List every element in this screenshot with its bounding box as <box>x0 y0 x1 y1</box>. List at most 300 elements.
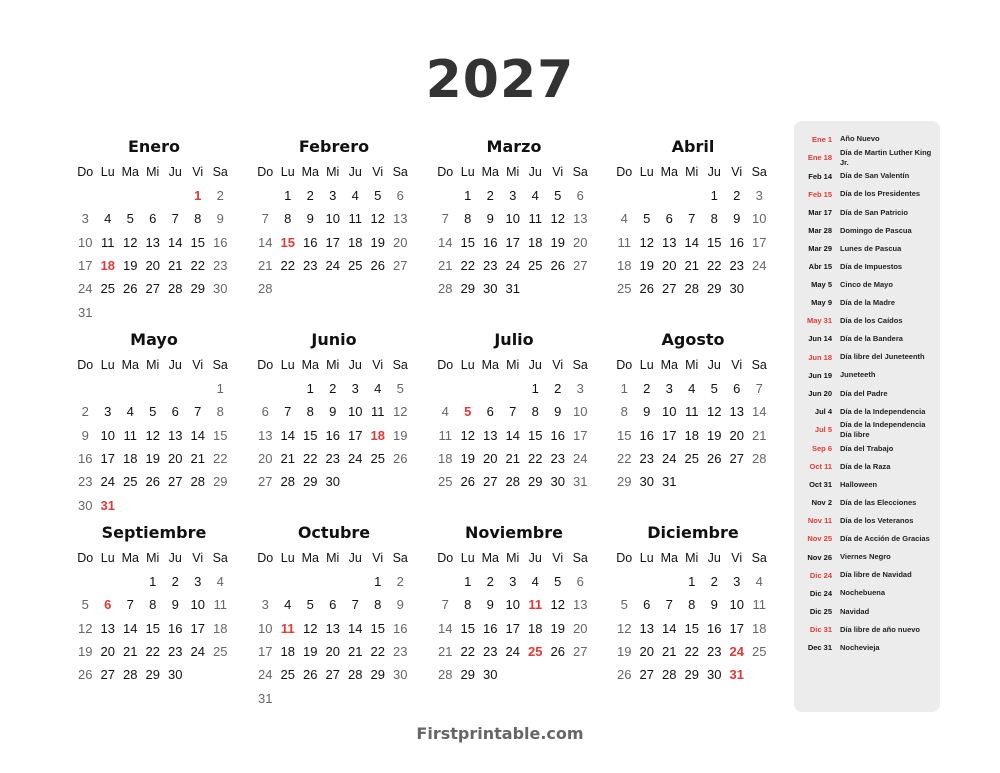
day-cell: 24 <box>505 258 520 274</box>
day-cell: 19 <box>617 644 632 660</box>
day-cell: 20 <box>729 427 744 443</box>
day-cell: 22 <box>370 644 385 660</box>
holiday-date: Nov 25 <box>807 534 832 544</box>
month-noviembre <box>434 522 594 686</box>
day-cell: 8 <box>531 404 539 420</box>
weekday-header <box>613 353 773 377</box>
day-cell: 10 <box>190 597 205 613</box>
week-row <box>254 447 414 470</box>
day-cell: 17 <box>662 427 677 443</box>
month-name: Septiembre <box>101 523 207 542</box>
weekday-label: Vi <box>731 551 743 565</box>
day-cell: 9 <box>171 597 179 613</box>
weekday-label: Ma <box>121 358 139 372</box>
day-cell: 3 <box>509 188 517 204</box>
day-cell: 20 <box>393 234 408 250</box>
day-cell: 19 <box>145 451 160 467</box>
holiday-item <box>794 566 940 584</box>
day-cell: 24 <box>505 644 520 660</box>
day-cell: 8 <box>284 211 292 227</box>
day-cell: 27 <box>573 644 588 660</box>
holiday-item <box>794 402 940 420</box>
day-cell: 22 <box>707 258 722 274</box>
holiday-date: Dic 31 <box>809 624 832 634</box>
day-cell: 25 <box>348 258 363 274</box>
weekday-label: Lu <box>639 358 654 372</box>
weekday-header <box>254 353 414 377</box>
day-cell: 29 <box>617 474 632 490</box>
holiday-date: Oct 11 <box>809 462 832 472</box>
weekday-label: Do <box>437 358 454 372</box>
day-cell: 15 <box>460 234 475 250</box>
day-cell: 12 <box>145 427 160 443</box>
day-cell: 8 <box>464 597 472 613</box>
week-row <box>613 207 773 230</box>
holiday-item <box>794 439 940 457</box>
day-cell: 5 <box>643 211 651 227</box>
day-cell: 9 <box>216 211 224 227</box>
day-cell: 15 <box>617 427 632 443</box>
day-cell: 27 <box>393 258 408 274</box>
day-cell: 12 <box>639 234 654 250</box>
holiday-item <box>794 203 940 221</box>
day-cell: 14 <box>438 620 453 636</box>
holiday-item <box>794 276 940 294</box>
day-cell: 5 <box>554 574 562 590</box>
day-cell: 3 <box>665 381 673 397</box>
weekday-label: Ma <box>481 165 499 179</box>
day-cell: 13 <box>662 234 677 250</box>
day-cell: 7 <box>284 404 292 420</box>
day-cell: 23 <box>303 258 318 274</box>
week-row <box>434 400 594 423</box>
day-cell: 17 <box>325 234 340 250</box>
day-cell: 4 <box>351 188 359 204</box>
day-cell: 25 <box>528 644 543 660</box>
holiday-date: Dic 24 <box>809 588 832 598</box>
day-cell: 14 <box>258 234 273 250</box>
day-cell: 29 <box>460 281 475 297</box>
holiday-name: Lunes de Pascua <box>840 243 902 253</box>
day-cell: 17 <box>729 620 744 636</box>
day-cell: 3 <box>261 597 269 613</box>
day-cell: 26 <box>123 281 138 297</box>
weekday-header <box>613 160 773 184</box>
week-row <box>434 231 594 254</box>
week-row <box>254 617 414 640</box>
day-cell: 24 <box>190 644 205 660</box>
weekday-label: Sa <box>212 551 228 565</box>
weekday-label: Do <box>77 551 94 565</box>
day-cell: 18 <box>100 258 115 274</box>
day-cell: 12 <box>550 597 565 613</box>
day-cell: 22 <box>303 451 318 467</box>
day-cell: 24 <box>325 258 340 274</box>
day-cell: 13 <box>258 427 273 443</box>
holiday-name: Día de los Presidentes <box>840 189 921 199</box>
weekday-label: Do <box>257 165 274 179</box>
day-cell: 25 <box>684 451 699 467</box>
holiday-item <box>794 258 940 276</box>
day-cell: 4 <box>441 404 449 420</box>
day-cell: 20 <box>662 258 677 274</box>
holiday-item <box>794 384 940 402</box>
holiday-name: Día de la Bandera <box>840 334 903 344</box>
day-cell: 6 <box>104 597 112 613</box>
week-row <box>254 254 414 277</box>
week-row <box>74 300 234 323</box>
week-row <box>74 617 234 640</box>
week-row <box>74 400 234 423</box>
day-cell: 11 <box>371 404 385 420</box>
day-cell: 13 <box>145 234 160 250</box>
week-row <box>254 470 414 493</box>
day-cell: 27 <box>662 281 677 297</box>
day-cell: 28 <box>348 667 363 683</box>
day-cell: 23 <box>707 644 722 660</box>
day-cell: 6 <box>576 188 584 204</box>
weekday-label: Ma <box>660 358 678 372</box>
day-cell: 17 <box>505 234 520 250</box>
day-cell: 28 <box>662 667 677 683</box>
weekday-label: Sa <box>392 358 408 372</box>
day-cell: 15 <box>684 620 699 636</box>
day-cell: 13 <box>168 427 183 443</box>
holiday-item <box>794 294 940 312</box>
week-row <box>74 277 234 300</box>
holiday-item <box>794 221 940 239</box>
weekday-label: Sa <box>212 358 228 372</box>
holiday-name: Día de la Independencia Día libre <box>840 420 926 439</box>
weekday-label: Sa <box>751 358 767 372</box>
day-cell: 2 <box>81 404 89 420</box>
weekday-header <box>613 546 773 570</box>
day-cell: 18 <box>438 451 453 467</box>
day-cell: 22 <box>145 644 160 660</box>
day-cell: 9 <box>643 404 651 420</box>
week-row <box>613 617 773 640</box>
month-octubre <box>254 522 414 710</box>
day-cell: 18 <box>528 620 543 636</box>
day-cell: 18 <box>280 644 295 660</box>
day-cell: 29 <box>684 667 699 683</box>
day-cell: 31 <box>100 497 115 513</box>
day-cell: 22 <box>684 644 699 660</box>
month-name: Febrero <box>298 137 370 156</box>
weekday-label: Ma <box>121 165 139 179</box>
day-cell: 29 <box>303 474 318 490</box>
day-cell: 2 <box>486 188 494 204</box>
day-cell: 2 <box>710 574 718 590</box>
day-cell: 11 <box>101 234 115 250</box>
weekday-label: Vi <box>192 358 204 372</box>
day-cell: 5 <box>464 404 472 420</box>
day-cell: 23 <box>483 644 498 660</box>
weekday-label: Ju <box>707 358 721 372</box>
holiday-name: Día libre de año nuevo <box>840 624 921 634</box>
day-cell: 10 <box>505 211 520 227</box>
day-cell: 20 <box>168 451 183 467</box>
day-cell: 28 <box>190 474 205 490</box>
day-cell: 15 <box>528 427 543 443</box>
weekday-label: Ma <box>121 551 139 565</box>
holiday-date: Dic 24 <box>809 570 832 580</box>
day-cell: 6 <box>329 597 337 613</box>
week-row <box>434 617 594 640</box>
day-cell: 17 <box>348 427 363 443</box>
weekday-label: Do <box>437 551 454 565</box>
day-cell: 31 <box>662 474 677 490</box>
day-cell: 1 <box>216 381 224 397</box>
holiday-name: Día de las Elecciones <box>840 497 917 507</box>
week-row <box>74 207 234 230</box>
weekday-label: Vi <box>192 551 204 565</box>
day-cell: 12 <box>78 620 93 636</box>
holiday-date: May 9 <box>811 298 832 308</box>
day-cell: 9 <box>733 211 741 227</box>
day-cell: 12 <box>303 620 318 636</box>
day-cell: 4 <box>104 211 112 227</box>
week-row <box>434 447 594 470</box>
day-cell: 19 <box>639 258 654 274</box>
day-cell: 7 <box>441 597 449 613</box>
day-cell: 24 <box>258 667 273 683</box>
weekday-label: Vi <box>552 165 564 179</box>
day-cell: 19 <box>370 234 385 250</box>
holiday-item <box>794 530 940 548</box>
month-mayo <box>74 329 234 517</box>
weekday-header <box>254 160 414 184</box>
weekday-label: Sa <box>572 165 588 179</box>
day-cell: 29 <box>213 474 228 490</box>
holiday-date: Oct 31 <box>809 480 832 490</box>
day-cell: 31 <box>573 474 588 490</box>
week-row <box>434 254 594 277</box>
day-cell: 9 <box>710 597 718 613</box>
day-cell: 4 <box>620 211 628 227</box>
day-cell: 22 <box>280 258 295 274</box>
day-cell: 7 <box>171 211 179 227</box>
holiday-date: Mar 29 <box>808 244 832 254</box>
day-cell: 13 <box>639 620 654 636</box>
weekday-label: Ju <box>348 358 362 372</box>
day-cell: 22 <box>460 644 475 660</box>
week-row <box>254 640 414 663</box>
day-cell: 10 <box>573 404 588 420</box>
day-cell: 29 <box>145 667 160 683</box>
year-title: 2027 <box>425 50 575 110</box>
day-cell: 23 <box>729 258 744 274</box>
weekday-label: Sa <box>392 165 408 179</box>
weekday-label: Mi <box>685 165 699 179</box>
day-cell: 31 <box>729 667 744 683</box>
day-cell: 25 <box>438 474 453 490</box>
day-cell: 5 <box>396 381 404 397</box>
weekday-label: Vi <box>552 358 564 372</box>
day-cell: 15 <box>280 234 295 250</box>
day-cell: 17 <box>505 620 520 636</box>
day-cell: 5 <box>620 597 628 613</box>
day-cell: 4 <box>374 381 382 397</box>
day-cell: 1 <box>374 574 382 590</box>
day-cell: 27 <box>145 281 160 297</box>
day-cell: 30 <box>639 474 654 490</box>
weekday-label: Vi <box>372 165 384 179</box>
day-cell: 11 <box>617 234 631 250</box>
weekday-label: Ju <box>348 551 362 565</box>
weekday-label: Ju <box>707 165 721 179</box>
week-row <box>254 231 414 254</box>
day-cell: 11 <box>280 620 295 636</box>
day-cell: 24 <box>729 644 744 660</box>
holiday-date: Nov 2 <box>811 498 832 508</box>
day-cell: 16 <box>639 427 654 443</box>
holiday-item <box>794 185 940 203</box>
weekday-label: Ju <box>348 165 362 179</box>
holiday-date: Mar 28 <box>808 225 832 235</box>
holiday-name: Día de la Madre <box>840 298 896 308</box>
holiday-date: May 5 <box>811 280 832 290</box>
day-cell: 7 <box>441 211 449 227</box>
day-cell: 7 <box>194 404 202 420</box>
holiday-date: Dic 25 <box>809 606 832 616</box>
weekday-label: Do <box>77 358 94 372</box>
month-name: Enero <box>127 137 181 156</box>
weekday-label: Vi <box>552 551 564 565</box>
day-cell: 29 <box>460 667 475 683</box>
day-cell: 7 <box>261 211 269 227</box>
week-row <box>434 377 594 400</box>
day-cell: 1 <box>464 188 472 204</box>
weekday-label: Sa <box>751 551 767 565</box>
holiday-date: Nov 11 <box>807 516 832 526</box>
day-cell: 28 <box>123 667 138 683</box>
week-row <box>613 184 773 207</box>
holiday-date: Ene 18 <box>807 153 832 163</box>
weekday-label: Sa <box>572 551 588 565</box>
day-cell: 10 <box>78 234 93 250</box>
holiday-name: Domingo de Pascua <box>840 225 912 235</box>
day-cell: 7 <box>509 404 517 420</box>
day-cell: 18 <box>752 620 767 636</box>
day-cell: 11 <box>348 211 362 227</box>
day-cell: 16 <box>550 427 565 443</box>
day-cell: 22 <box>190 258 205 274</box>
day-cell: 17 <box>752 234 767 250</box>
day-cell: 21 <box>505 451 520 467</box>
holiday-date: Jun 20 <box>808 388 832 398</box>
day-cell: 11 <box>685 404 699 420</box>
week-row <box>74 593 234 616</box>
day-cell: 16 <box>707 620 722 636</box>
weekday-label: Mi <box>326 165 340 179</box>
day-cell: 18 <box>348 234 363 250</box>
weekday-label: Ju <box>168 358 182 372</box>
week-row <box>254 207 414 230</box>
day-cell: 16 <box>483 234 498 250</box>
weekday-label: Vi <box>372 551 384 565</box>
day-cell: 2 <box>329 381 337 397</box>
day-cell: 27 <box>258 474 273 490</box>
weekday-label: Do <box>77 165 94 179</box>
day-cell: 29 <box>190 281 205 297</box>
day-cell: 12 <box>123 234 138 250</box>
day-cell: 13 <box>729 404 744 420</box>
day-cell: 25 <box>123 474 138 490</box>
day-cell: 3 <box>81 211 89 227</box>
day-cell: 3 <box>576 381 584 397</box>
holiday-name: Día de Acción de Gracias <box>840 534 930 544</box>
holiday-name: Navidad <box>840 606 870 616</box>
day-cell: 21 <box>438 644 453 660</box>
week-row <box>434 470 594 493</box>
day-cell: 25 <box>213 644 228 660</box>
day-cell: 23 <box>550 451 565 467</box>
holiday-date: Jun 19 <box>808 370 832 380</box>
day-cell: 15 <box>460 620 475 636</box>
weekday-label: Do <box>437 165 454 179</box>
day-cell: 1 <box>284 188 292 204</box>
day-cell: 16 <box>213 234 228 250</box>
month-name: Diciembre <box>647 523 739 542</box>
day-cell: 15 <box>213 427 228 443</box>
day-cell: 1 <box>194 188 202 204</box>
holiday-item <box>794 512 940 530</box>
day-cell: 26 <box>303 667 318 683</box>
holiday-date: Nov 26 <box>807 552 832 562</box>
month-name: Junio <box>311 330 357 349</box>
day-cell: 3 <box>733 574 741 590</box>
day-cell: 21 <box>684 258 699 274</box>
day-cell: 18 <box>213 620 228 636</box>
month-septiembre <box>74 522 234 686</box>
holiday-item <box>794 130 940 148</box>
day-cell: 9 <box>306 211 314 227</box>
holiday-item <box>794 330 940 348</box>
day-cell: 27 <box>168 474 183 490</box>
month-diciembre <box>613 522 773 686</box>
day-cell: 30 <box>393 667 408 683</box>
day-cell: 27 <box>100 667 115 683</box>
week-row <box>613 593 773 616</box>
day-cell: 15 <box>707 234 722 250</box>
day-cell: 14 <box>684 234 699 250</box>
day-cell: 9 <box>486 597 494 613</box>
day-cell: 24 <box>100 474 115 490</box>
holiday-name: Día de los Veteranos <box>840 516 914 526</box>
weekday-label: Lu <box>100 165 115 179</box>
day-cell: 26 <box>707 451 722 467</box>
day-cell: 23 <box>78 474 93 490</box>
weekday-label: Ju <box>168 551 182 565</box>
day-cell: 17 <box>100 451 115 467</box>
weekday-label: Mi <box>685 551 699 565</box>
weekday-label: Vi <box>192 165 204 179</box>
day-cell: 26 <box>145 474 160 490</box>
day-cell: 29 <box>707 281 722 297</box>
day-cell: 8 <box>306 404 314 420</box>
weekday-label: Lu <box>280 358 295 372</box>
day-cell: 4 <box>284 597 292 613</box>
day-cell: 1 <box>620 381 628 397</box>
day-cell: 11 <box>528 211 542 227</box>
day-cell: 28 <box>258 281 273 297</box>
day-cell: 3 <box>509 574 517 590</box>
day-cell: 20 <box>483 451 498 467</box>
week-row <box>254 570 414 593</box>
day-cell: 21 <box>662 644 677 660</box>
day-cell: 25 <box>617 281 632 297</box>
